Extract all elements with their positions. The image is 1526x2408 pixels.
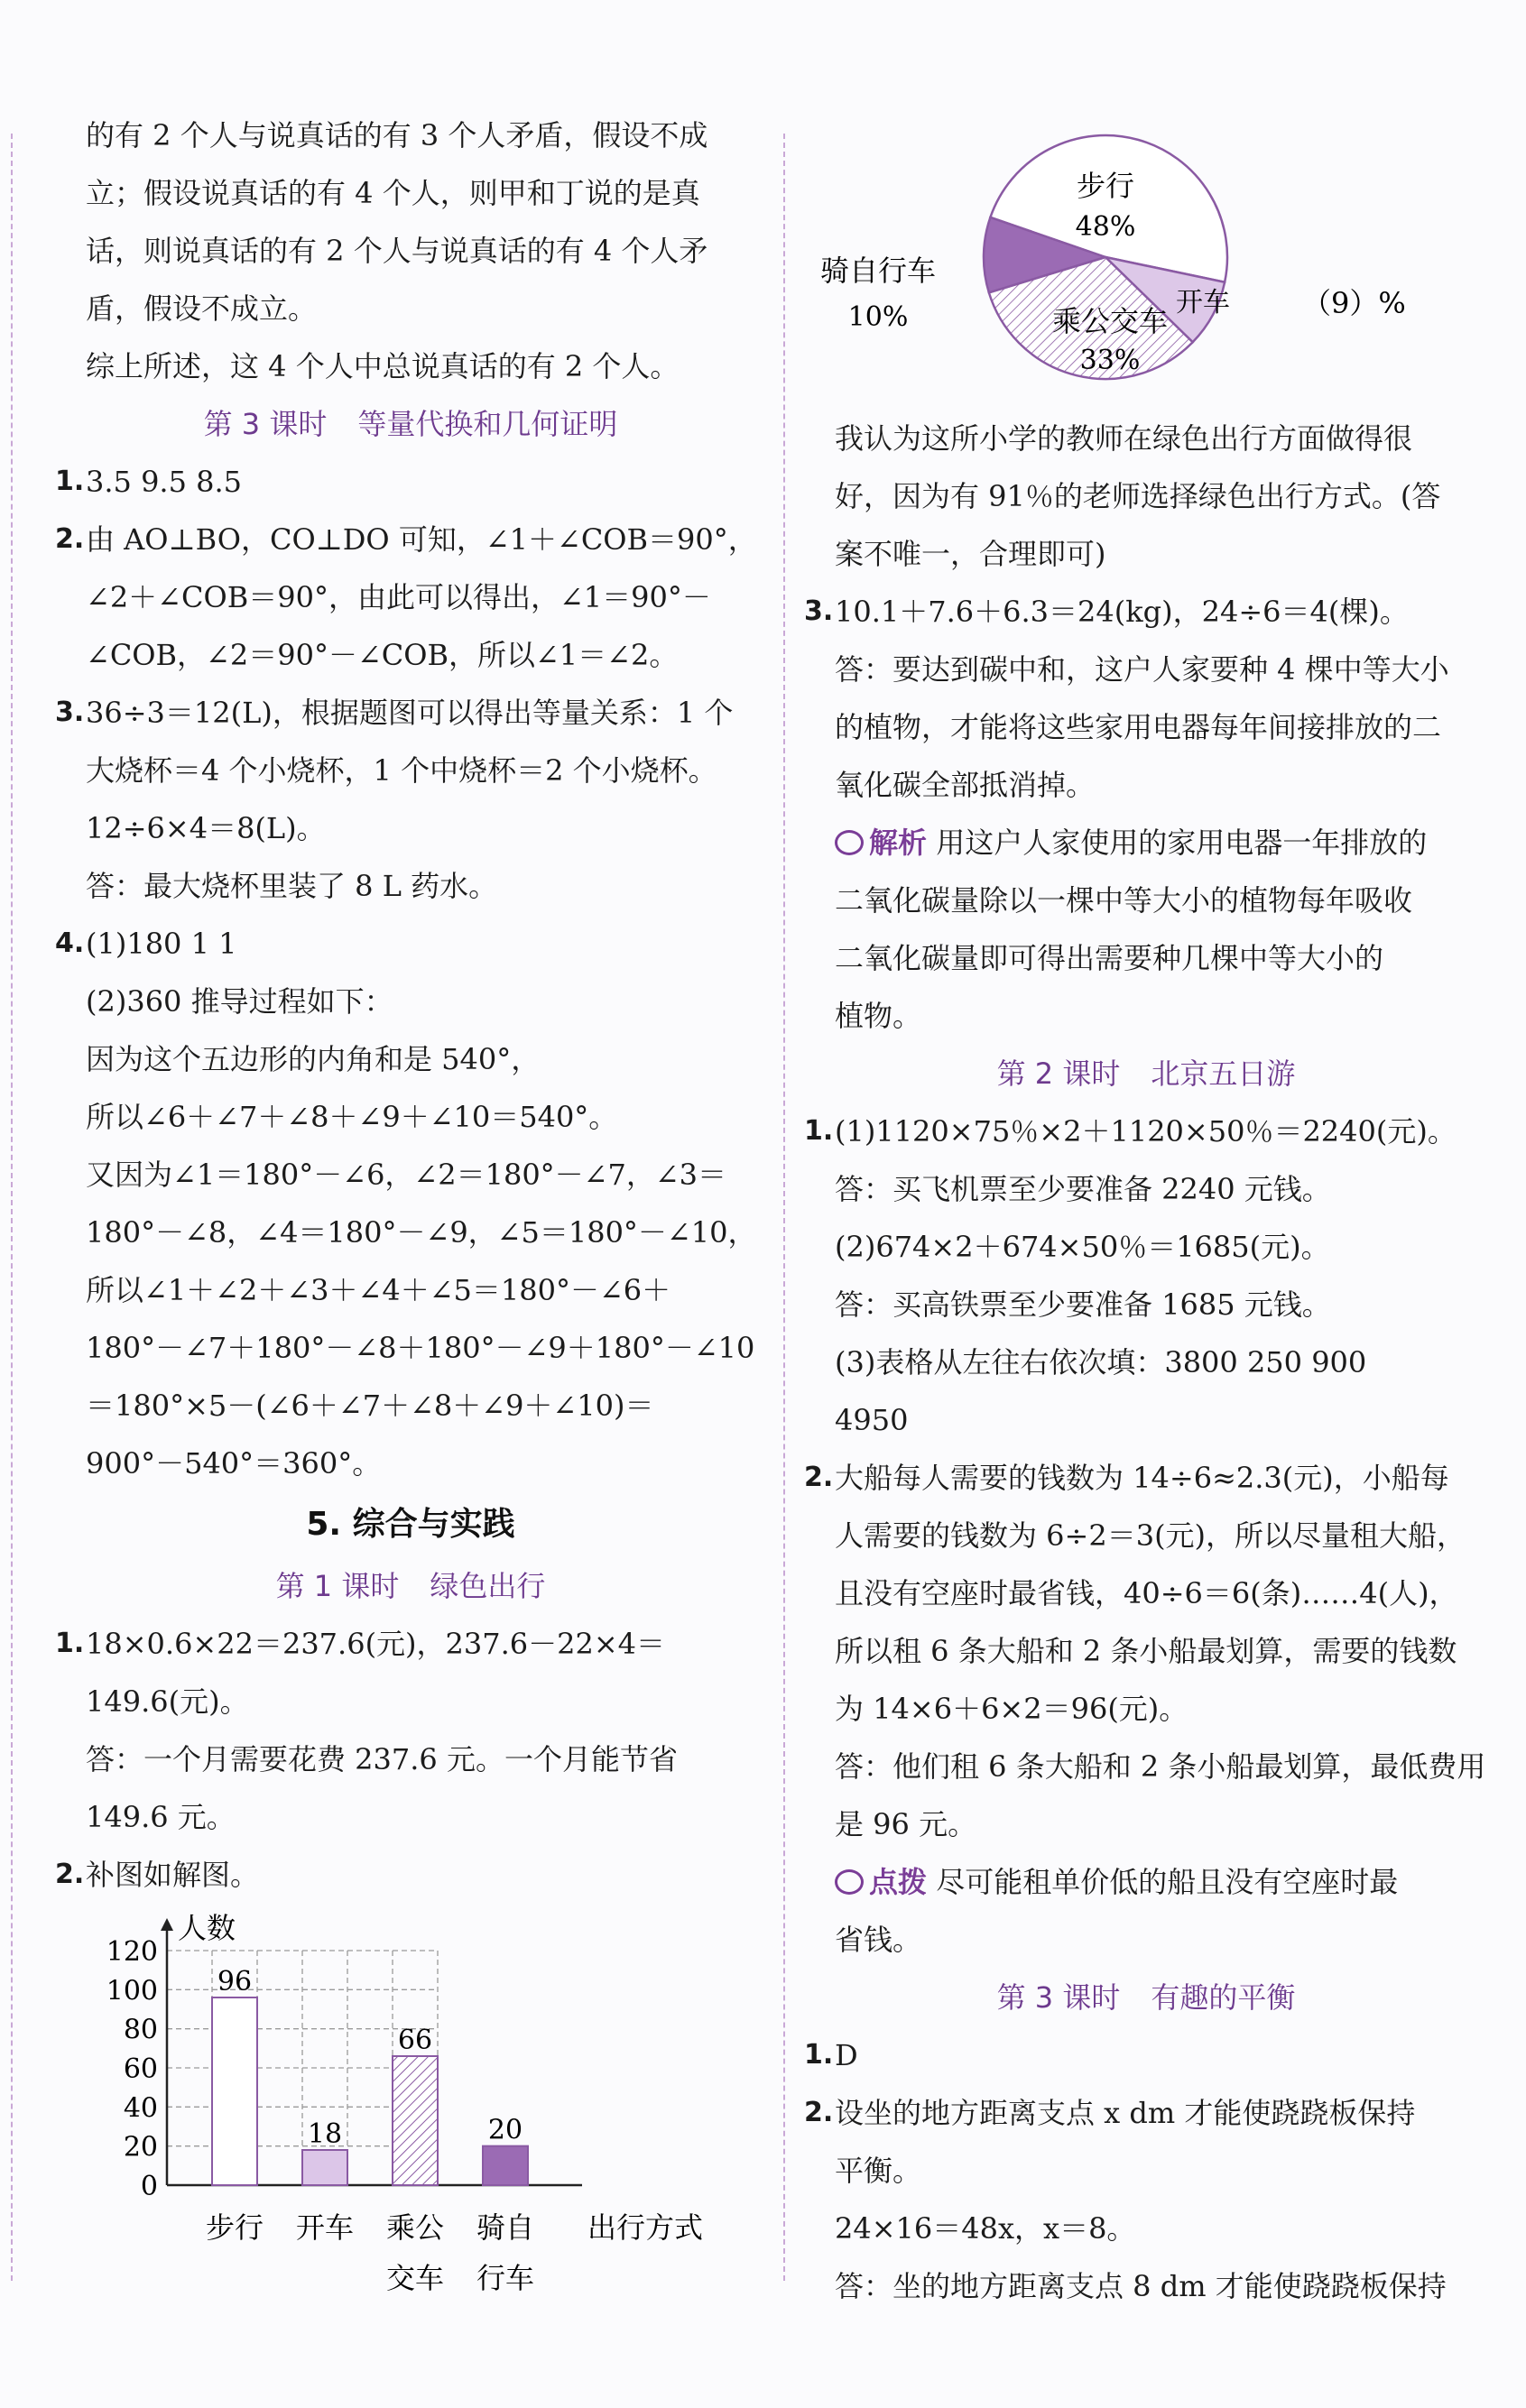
pie-value-label: 33% [1079,345,1141,376]
question-number: 2. [804,1462,834,1493]
text-line: 又因为∠1＝180°－∠6，∠2＝180°－∠7，∠3＝ [86,1158,727,1192]
pie-value-label: 48% [1075,211,1136,243]
x-tick-label: 交车 [385,2261,445,2295]
pie-label: 乘公交车 [1051,304,1169,338]
pie-label: 步行 [1076,169,1135,203]
lesson-title: 有趣的平衡 [1151,1980,1296,2015]
question-1 [799,1103,1494,1160]
section-title: 5. 综合与实践 [306,1506,515,1543]
y-axis-arrow [161,1918,173,1931]
text-line: 的植物，才能将这些家用电器每年间接排放的二 [835,710,1442,744]
bar [393,2056,438,2185]
text-line: 180°－∠8，∠4＝180°－∠9，∠5＝180°－∠10， [86,1215,757,1250]
question-2 [799,1449,1494,1507]
question-number: 1. [804,1115,834,1147]
text-line: ＝180°×5－(∠6＋∠7＋∠8＋∠9＋∠10)＝ [86,1389,654,1423]
pie-chart-figure [799,126,1494,410]
x-tick-label: 乘公 [385,2210,445,2245]
text-line: 省钱。 [835,1923,922,1957]
tip-text: 尽可能租单价低的船且没有空座时最 [936,1865,1399,1899]
question-4 [50,915,772,973]
y-tick-label: 0 [140,2171,158,2202]
text-line: ∠2＋∠COB＝90°，由此可以得出，∠1＝90°－ [86,580,711,614]
right-column [799,126,1494,2315]
bar-value-label: 18 [307,2118,343,2150]
lesson-heading [50,1557,772,1615]
y-axis-label: 人数 [178,1911,236,1945]
left-margin-line [11,134,13,2281]
question-number: 3. [804,595,834,627]
text-line: 二氧化碳量即可得出需要种几棵中等大小的 [835,941,1384,975]
text-line: 为 14×6＋6×2＝96(元)。 [835,1692,1188,1726]
text-line: 人需要的钱数为 6÷2＝3(元)，所以尽量租大船， [835,1518,1466,1553]
y-tick-label: 80 [123,2014,158,2046]
lesson-title: 等量代换和几何证明 [357,407,618,441]
answer-text: 36÷3＝12(L)，根据题图可以得出等量关系：1 个 [86,696,734,730]
answer-text: 补图如解图。 [86,1858,260,1892]
question-number: 3. [55,697,85,728]
text-line: 话，则说真话的有 2 个人与说真话的有 4 个人矛 [86,234,708,268]
text-line: 案不唯一，合理即可) [835,537,1106,571]
text-line: 综上所述，这 4 个人中总说真话的有 2 个人。 [86,349,680,383]
text-line: 植物。 [835,999,922,1033]
x-tick-label: 骑自 [476,2210,535,2245]
text-line: 且没有空座时最省钱，40÷6＝6(条)……4(人)， [835,1576,1458,1610]
lesson-number: 第 3 课时 [203,407,328,441]
text-line: 149.6 元。 [86,1800,236,1834]
lesson-heading [799,1969,1494,2026]
pie-label: 开车 [1176,287,1230,318]
text-line: 答：要达到碳中和，这户人家要种 4 棵中等大小 [835,652,1449,687]
question-number: 1. [55,466,85,497]
column-divider [783,134,785,2281]
text-line: 答：坐的地方距离支点 8 dm 才能使跷跷板保持 [835,2269,1447,2303]
pie-value-label: 10% [847,301,909,333]
text-line: 所以∠1＋∠2＋∠3＋∠4＋∠5＝180°－∠6＋ [86,1273,671,1307]
text-line: 答：最大烧杯里装了 8 L 药水。 [86,869,498,903]
y-tick-label: 120 [106,1936,158,1968]
x-axis-label: 出行方式 [587,2210,704,2245]
y-tick-label: 60 [123,2053,158,2085]
tip-icon [835,1869,864,1895]
question-number: 1. [804,2039,834,2071]
text-line: 所以租 6 条大船和 2 条小船最划算，需要的钱数 [835,1634,1457,1668]
question-number: 2. [55,1859,85,1890]
text-line: 氧化碳全部抵消掉。 [835,768,1096,802]
pie-label: 骑自行车 [819,254,937,288]
bar [302,2150,347,2185]
bar-chart [50,1904,772,2295]
x-tick-label: 步行 [205,2210,264,2245]
question-1 [50,1615,772,1673]
question-number: 2. [804,2097,834,2128]
bar [212,1997,257,2185]
pie-chart [799,126,1494,406]
text-line: (3)表格从左往右依次填：3800 250 900 [835,1345,1367,1379]
question-number: 4. [55,927,85,959]
text-line: 是 96 元。 [835,1807,977,1841]
question-2 [799,2084,1494,2142]
text-line: 好，因为有 91％的老师选择绿色出行方式。(答 [835,479,1441,513]
lesson-number: 第 1 课时 [275,1569,400,1603]
lesson-heading [50,395,772,453]
text-line: ∠COB，∠2＝90°－∠COB，所以∠1＝∠2。 [86,638,679,672]
tip-note [799,1853,1494,1911]
y-tick-label: 100 [106,1975,158,2007]
text-line: 我认为这所小学的教师在绿色出行方面做得很 [835,421,1413,456]
text-line: 180°－∠7＋180°－∠8＋180°－∠9＋180°－∠10 [86,1331,755,1365]
answer-text: (1)1120×75％×2＋1120×50％＝2240(元)。 [835,1114,1457,1149]
text-line: 因为这个五边形的内角和是 540°， [86,1042,541,1076]
question-3 [50,684,772,742]
analysis-label: 解析 [869,826,928,860]
lesson-title: 绿色出行 [430,1569,546,1603]
bar-value-label: 96 [217,1966,253,1997]
text-line: 24×16＝48x，x＝8。 [835,2211,1136,2246]
question-1 [50,453,772,511]
question-number: 2. [55,523,85,555]
text-line: 12÷6×4＝8(L)。 [86,811,326,845]
text-line: 盾，假设不成立。 [86,291,318,326]
question-2 [50,1846,772,1904]
text-line: 4950 [835,1403,909,1437]
y-tick-label: 20 [123,2131,158,2164]
answer-text: 10.1＋7.6＋6.3＝24(kg)，24÷6＝4(棵)。 [835,595,1409,629]
answer-text: 18×0.6×22＝237.6(元)，237.6－22×4＝ [86,1627,666,1661]
bar-value-label: 20 [487,2114,523,2146]
text-line: 的有 2 个人与说真话的有 3 个人矛盾，假设不成 [86,118,708,152]
bar-chart-figure [50,1904,772,2295]
text-line: 所以∠6＋∠7＋∠8＋∠9＋∠10＝540°。 [86,1100,618,1134]
answer-text: 设坐的地方距离支点 x dm 才能使跷跷板保持 [835,2096,1416,2130]
text-line: 答：一个月需要花费 237.6 元。一个月能节省 [86,1742,678,1776]
text-line: (2)674×2＋674×50％＝1685(元)。 [835,1230,1330,1264]
analysis-note [799,814,1494,872]
text-line: 900°－540°＝360°。 [86,1446,382,1481]
x-tick-label: 行车 [476,2261,535,2295]
pie-annotation: （9）% [1302,286,1406,320]
bar [483,2146,528,2185]
text-line: 答：他们租 6 条大船和 2 条小船最划算，最低费用 [835,1749,1486,1784]
lesson-heading [799,1045,1494,1103]
lesson-number: 第 3 课时 [996,1980,1121,2015]
answer-text: D [835,2038,858,2072]
text-line: 立；假设说真话的有 4 个人，则甲和丁说的是真 [86,176,700,210]
question-1 [799,2026,1494,2084]
text-line: 答：买高铁票至少要准备 1685 元钱。 [835,1287,1331,1322]
bar-value-label: 66 [397,2025,433,2056]
lesson-title: 北京五日游 [1151,1056,1296,1091]
question-2 [50,511,772,568]
question-number: 1. [55,1628,85,1659]
text-line: 大烧杯＝4 个小烧杯，1 个中烧杯＝2 个小烧杯。 [86,753,717,788]
analysis-icon [835,830,864,855]
y-tick-label: 40 [123,2092,158,2125]
answer-text: 3.5 9.5 8.5 [86,465,243,499]
analysis-text: 用这户人家使用的家用电器一年排放的 [936,826,1428,860]
answer-text: 由 AO⊥BO，CO⊥DO 可知，∠1＋∠COB＝90°， [86,522,757,557]
left-column [50,106,772,2295]
tip-label: 点拨 [869,1865,928,1899]
text-line: 答：买飞机票至少要准备 2240 元钱。 [835,1172,1331,1206]
question-3 [799,583,1494,641]
text-line: 二氧化碳量除以一棵中等大小的植物每年吸收 [835,883,1413,918]
text-line: (2)360 推导过程如下： [86,984,393,1019]
text-line: 149.6(元)。 [86,1684,249,1719]
x-tick-label: 开车 [295,2210,355,2245]
answer-text: 大船每人需要的钱数为 14÷6≈2.3(元)，小船每 [835,1461,1449,1495]
lesson-number: 第 2 课时 [996,1056,1121,1091]
answer-text: (1)180 1 1 [86,927,237,961]
text-line: 平衡。 [835,2154,922,2188]
